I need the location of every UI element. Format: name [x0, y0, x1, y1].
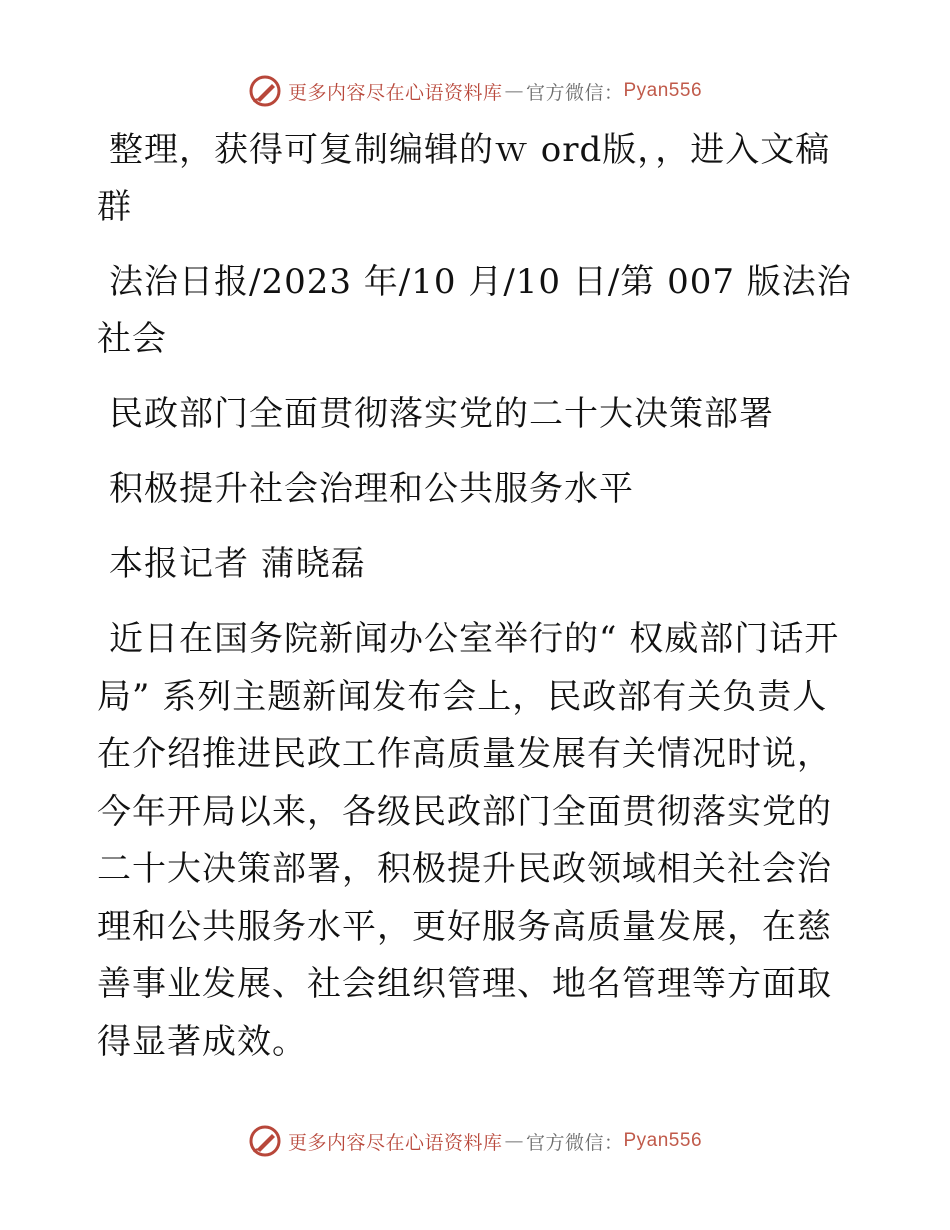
watermark-wechat-id: Pyan556 — [623, 1130, 703, 1151]
watermark-text: 更多内容尽在心语资料库 — [287, 81, 503, 104]
footer-watermark — [0, 1123, 950, 1159]
body-paragraph: 近日在国务院新闻办公室举行的“ 权威部门话开局” 系列主题新闻发布会上，民政部有关负责人在介绍推进民政工作高质量发展有关情况时说，今年开局以来，各级民政部门全面贯彻落实党的二十大决策部署，积极提升民政领域相关社会治理和公共服务水平，更好服务高质量发展，在慈善事业发展、社会组织管理、地名管理等方面取得显著成效。 — [97, 619, 840, 1062]
source-line: 法治日报/2023 年/10 月/10 日/第 007 版法治社会 — [97, 262, 852, 359]
document-body — [97, 122, 857, 1089]
brush-logo-icon — [248, 74, 282, 108]
article-title: 民政部门全面贯彻落实党的二十大决策部署 — [109, 394, 774, 434]
header-watermark — [0, 73, 950, 109]
watermark-label: 官方微信： — [525, 1131, 624, 1154]
brush-logo-icon — [248, 1124, 282, 1158]
watermark-dash: — — [504, 80, 524, 102]
intro-note: 整理，获得可复制编辑的ｗ ord版，，进入文稿群 — [97, 130, 831, 227]
article-subtitle: 积极提升社会治理和公共服务水平 — [109, 469, 634, 509]
watermark-wechat-id: Pyan556 — [623, 80, 703, 101]
watermark-label: 官方微信： — [525, 81, 624, 104]
byline: 本报记者 蒲晓磊 — [109, 544, 366, 584]
watermark-text: 更多内容尽在心语资料库 — [287, 1131, 503, 1154]
watermark-dash: — — [504, 1130, 524, 1152]
